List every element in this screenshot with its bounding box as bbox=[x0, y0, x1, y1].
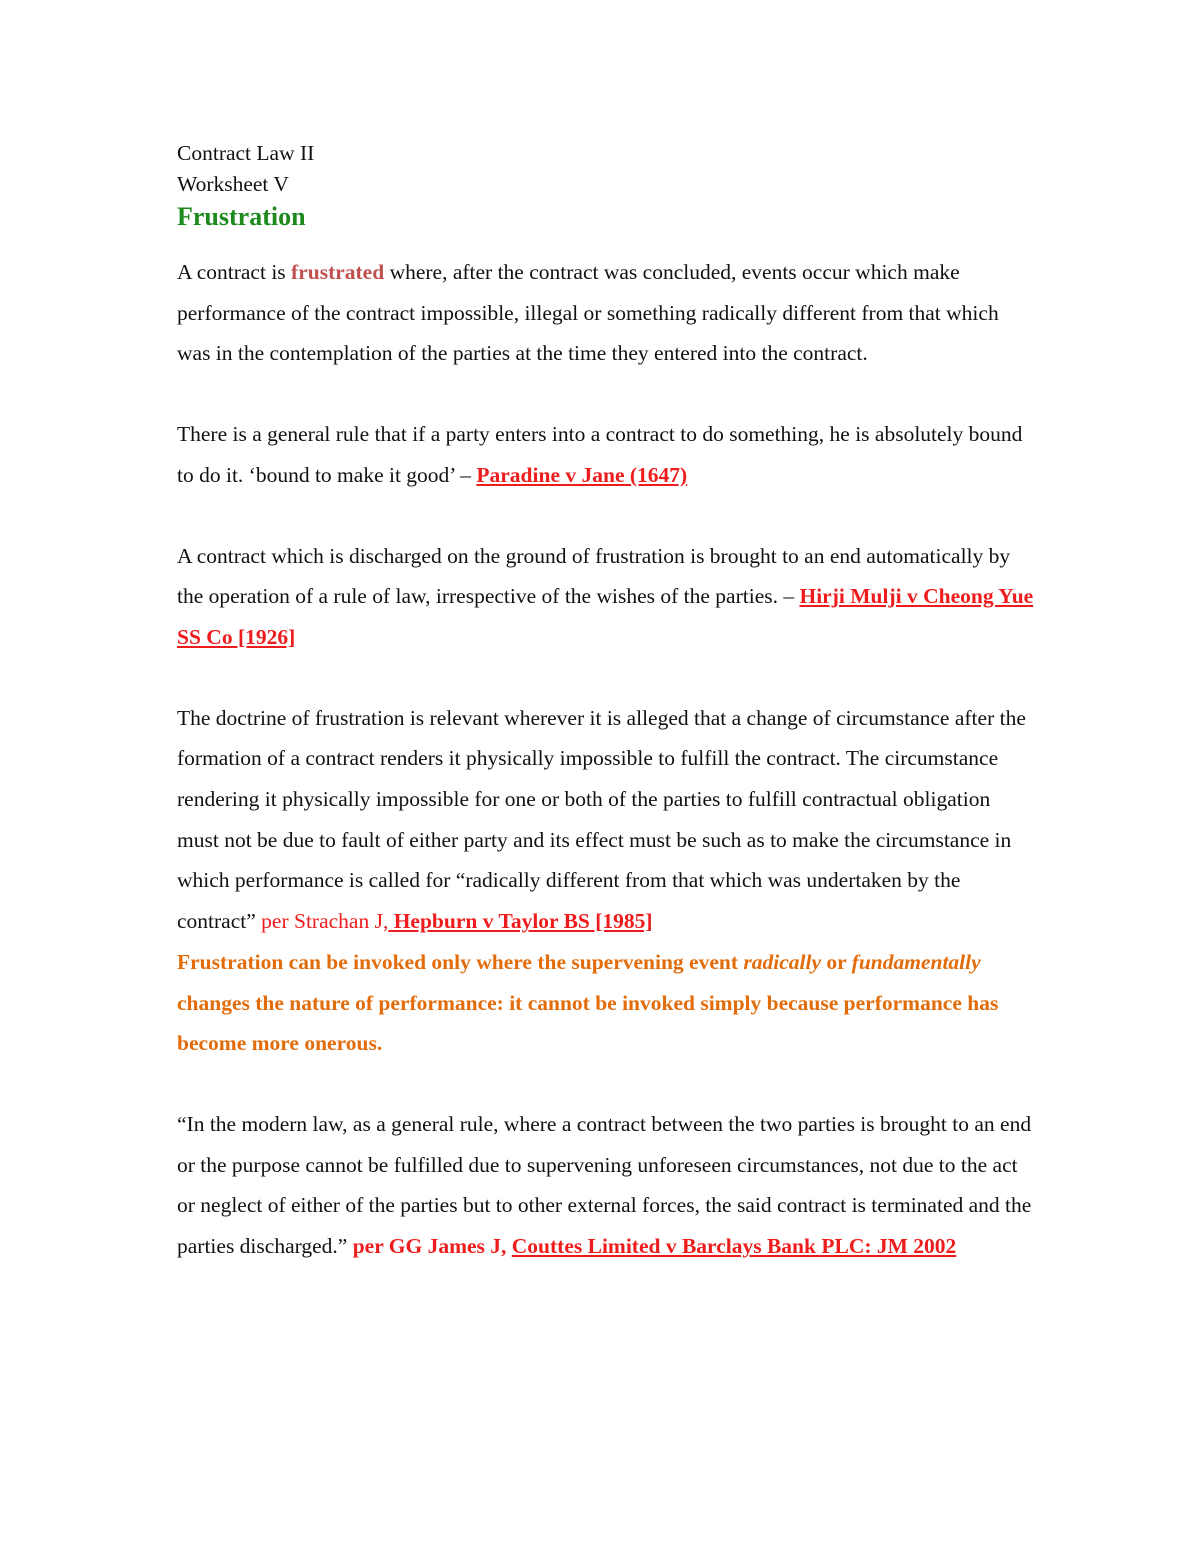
course-name: Contract Law II bbox=[177, 141, 315, 165]
modern-law-paragraph bbox=[177, 1104, 1037, 1267]
case-hepburn-v-taylor[interactable]: Hepburn v Taylor BS [1985] bbox=[388, 909, 653, 934]
case-paradine-v-jane[interactable]: Paradine v Jane (1647) bbox=[476, 462, 688, 487]
modern-law-quote: “In the modern law, as a general rule, where a contract between the two parties is brought to an end or the purpose cannot be fulfilled due to supervening unforeseen circumstances, not due to the act or neglect of either of the parties but to other external forces, the said contract is terminated and the parties discharged.” bbox=[177, 1111, 1032, 1259]
highlight-italic-radically: radically bbox=[743, 949, 821, 974]
case-hirji-mulji[interactable]: Hirji Mulji v Cheong Yue SS Co [1926] bbox=[177, 584, 1034, 649]
doctrine-text: The doctrine of frustration is relevant wherever it is alleged that a change of circumstance after the formation of a contract renders it physically impossible to fulfill the contract. The circumstance rendering it physically impossible for one or both of the parties to fulfill contractual obligation must not be due to fault of either party and its effect must be such as to make the circumstance in which performance is called for “radically different from that which was undertaken by the contract” bbox=[177, 705, 1026, 934]
definition-text-end: where, after the contract was concluded, events occur which make performance of the contract impossible, illegal or something radically different from that which was in the contemplation of the parties at the time they entered into the contract. bbox=[177, 260, 999, 366]
judge-strachan: per Strachan J, bbox=[261, 909, 389, 934]
highlight-paragraph bbox=[177, 942, 1037, 1064]
page-title: Frustration bbox=[177, 202, 306, 231]
general-rule-paragraph bbox=[177, 414, 1037, 495]
discharge-paragraph bbox=[177, 536, 1037, 658]
definition-paragraph bbox=[177, 252, 1037, 374]
general-rule-text: There is a general rule that if a party enters into a contract to do something, he is absolutely bound to do it. ‘bound to make it good’ – bbox=[177, 422, 1023, 487]
worksheet-label: Worksheet V bbox=[177, 172, 289, 196]
highlight-text-3: changes the nature of performance: it cannot be invoked simply because performance has become more onerous. bbox=[177, 990, 999, 1056]
keyword-frustrated: frustrated bbox=[291, 260, 385, 284]
highlight-text-1: Frustration can be invoked only where the supervening event bbox=[177, 949, 744, 974]
document-page bbox=[177, 138, 1037, 1307]
discharge-text: A contract which is discharged on the ground of frustration is brought to an end automatically by the operation of a rule of law, irrespective of the wishes of the parties. – bbox=[177, 543, 1011, 609]
highlight-italic-fundamentally: fundamentally bbox=[851, 949, 981, 974]
judge-james: per GG James J, bbox=[352, 1234, 507, 1259]
doctrine-paragraph bbox=[177, 698, 1037, 942]
definition-text-start: A contract is bbox=[177, 260, 292, 284]
highlight-text-2: or bbox=[821, 949, 852, 974]
case-couttes-v-barclays[interactable]: Couttes Limited v Barclays Bank PLC: JM 2002 bbox=[511, 1234, 957, 1259]
